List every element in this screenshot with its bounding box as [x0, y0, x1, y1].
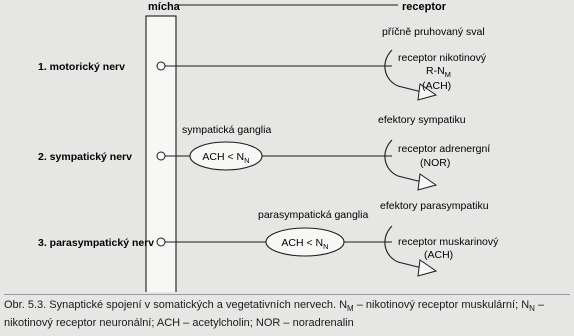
effector-arrowhead-parasympathetic: [418, 260, 436, 276]
ganglion-content-parasympathetic: ACH < $N_N$: [281, 237, 329, 251]
receptor-line2-parasympathetic: (ACH): [424, 249, 454, 261]
caption-text-1: Synaptické spojení v somatických a vegetativních nervech. N: [46, 299, 348, 311]
neuron-soma-motor: [157, 62, 165, 70]
spinal-cord-header: mícha: [148, 1, 180, 13]
caption-sub-1: M: [347, 304, 354, 314]
ganglion-content-sympathetic: ACH < $N_N$: [202, 151, 250, 165]
effector-title-sympathetic: efektory sympatiku: [378, 114, 466, 126]
receptor-line1-parasympathetic: receptor muskarinový: [398, 236, 499, 248]
receptor-header: receptor: [402, 1, 447, 13]
neuron-soma-sympathetic: [157, 152, 165, 160]
receptor-line1-sympathetic: receptor adrenergní: [398, 143, 491, 155]
nerve-label-sympathetic: 2. sympatický nerv: [38, 151, 132, 163]
figure-caption: [4, 294, 570, 330]
caption-prefix: Obr. 5.3.: [4, 299, 47, 311]
receptor-line2-motor: $R-N_M$: [426, 65, 451, 79]
caption-sub-2: N: [529, 304, 535, 314]
effector-title-parasympathetic: efektory parasympatiku: [380, 200, 489, 212]
effector-arrowhead-sympathetic: [418, 174, 436, 190]
receptor-line3-motor: (ACH): [422, 80, 452, 92]
effector-title-motor: příčně pruhovaný sval: [382, 26, 485, 38]
receptor-line2-sympathetic: (NOR): [420, 157, 451, 169]
nerve-label-motor: 1. motorický nerv: [38, 61, 125, 73]
caption-text-2: – nikotinový receptor muskulární; N: [353, 299, 530, 311]
ganglion-title-parasympathetic: parasympatická ganglia: [258, 209, 369, 221]
receptor-line1-motor: receptor nikotinový: [398, 52, 487, 64]
nerve-label-parasympathetic: 3. parasympatický nerv: [38, 237, 155, 249]
neuron-soma-parasympathetic: [157, 238, 165, 246]
caption-text-3: – nikotinový receptor neuronální; ACH – acetylcholin; NOR – noradrenalin: [4, 299, 545, 330]
ganglion-title-sympathetic: sympatická ganglia: [182, 124, 272, 136]
